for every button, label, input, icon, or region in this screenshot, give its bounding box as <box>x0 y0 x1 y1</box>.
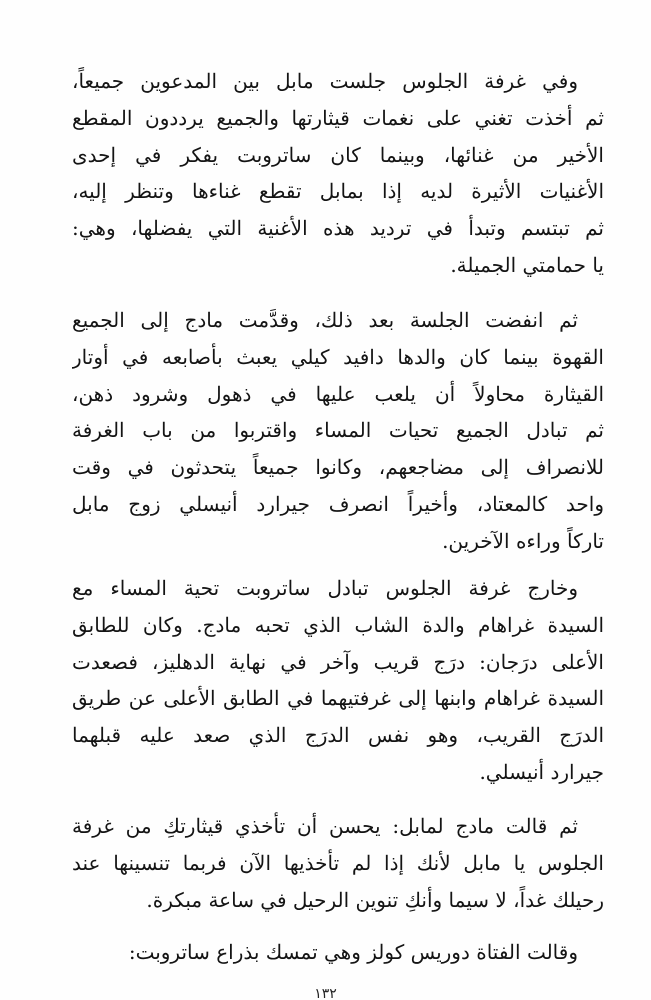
text-line: ثم انفضت الجلسة بعد ذلك، وقدَّمت مادج إلى الجميع <box>72 308 578 332</box>
text-line: القيثارة محاولاً أن يلعب عليها في ذهول وشرود ذهن، <box>72 381 604 406</box>
text-line: الأغنيات الأثيرة لديه إذا بمابل تقطع غناءها وتنظر إليه، <box>72 179 604 204</box>
text-line: ثم قالت مادج لمابل: يحسن أن تأخذي قيثارتكِ من غرفة <box>72 814 578 838</box>
text-line: الأخير من غنائها، وبينما كان ساتروبت يفكر في إحدى <box>72 142 604 167</box>
text-line: الدرَج القريب، وهو نفس الدرَج الذي صعد عليه قبلهما <box>72 723 604 748</box>
text-line: وقالت الفتاة دوريس كولز وهي تمسك بذراع ساتروبت: <box>128 940 578 964</box>
paragraph-1 <box>72 63 604 284</box>
text-line: يا حمامتي الجميلة. <box>450 252 604 277</box>
paragraph-5 <box>72 934 604 971</box>
text-line: جيرارد أنيسلي. <box>479 759 604 784</box>
text-line: للانصراف إلى مضاجعهم، وكانوا جميعاً يتحدثون في وقت <box>72 455 604 480</box>
text-line: السيدة غراهام والدة الشاب الذي تحبه مادج. وكان للطابق <box>72 612 604 637</box>
paragraph-2 <box>72 302 604 560</box>
text-line: السيدة غراهام وابنها إلى غرفتيهما في الطابق الأعلى عن طريق <box>72 686 604 711</box>
text-line: وفي غرفة الجلوس جلست مابل بين المدعوين جميعاً، <box>72 69 578 93</box>
text-line: ثم تبادل الجميع تحيات المساء واقتربوا من باب الغرفة <box>72 418 604 443</box>
text-line: واحد كالمعتاد، وأخيراً انصرف جيرارد أنيسلي زوج مابل <box>72 491 604 516</box>
text-line: وخارج غرفة الجلوس تبادل ساتروبت تحية المساء مع <box>72 576 578 600</box>
text-line: ثم تبتسم وتبدأ في ترديد هذه الأغنية التي يفضلها، وهي: <box>72 216 604 241</box>
text-line: تاركاً وراءه الآخرين. <box>442 528 604 553</box>
text-line: القهوة بينما كان والدها دافيد كيلي يعبث بأصابعه في أوتار <box>72 344 604 369</box>
page-number: ١٣٢ <box>314 986 337 1000</box>
paragraph-3 <box>72 570 604 791</box>
text-line: الأعلى درَجان: درَج قريب وآخر في نهاية الدهليز، فصعدت <box>72 649 604 674</box>
text-line: الجلوس يا مابل لأنك إذا لم تأخذيها الآن فربما تنسينها عند <box>72 850 604 875</box>
text-line: رحيلك غداً، لا سيما وأنكِ تنوين الرحيل في ساعة مبكرة. <box>146 887 604 912</box>
text-line: ثم أخذت تغني على نغمات قيثارتها والجميع يرددون المقطع <box>72 105 604 130</box>
paragraph-4 <box>72 808 604 918</box>
